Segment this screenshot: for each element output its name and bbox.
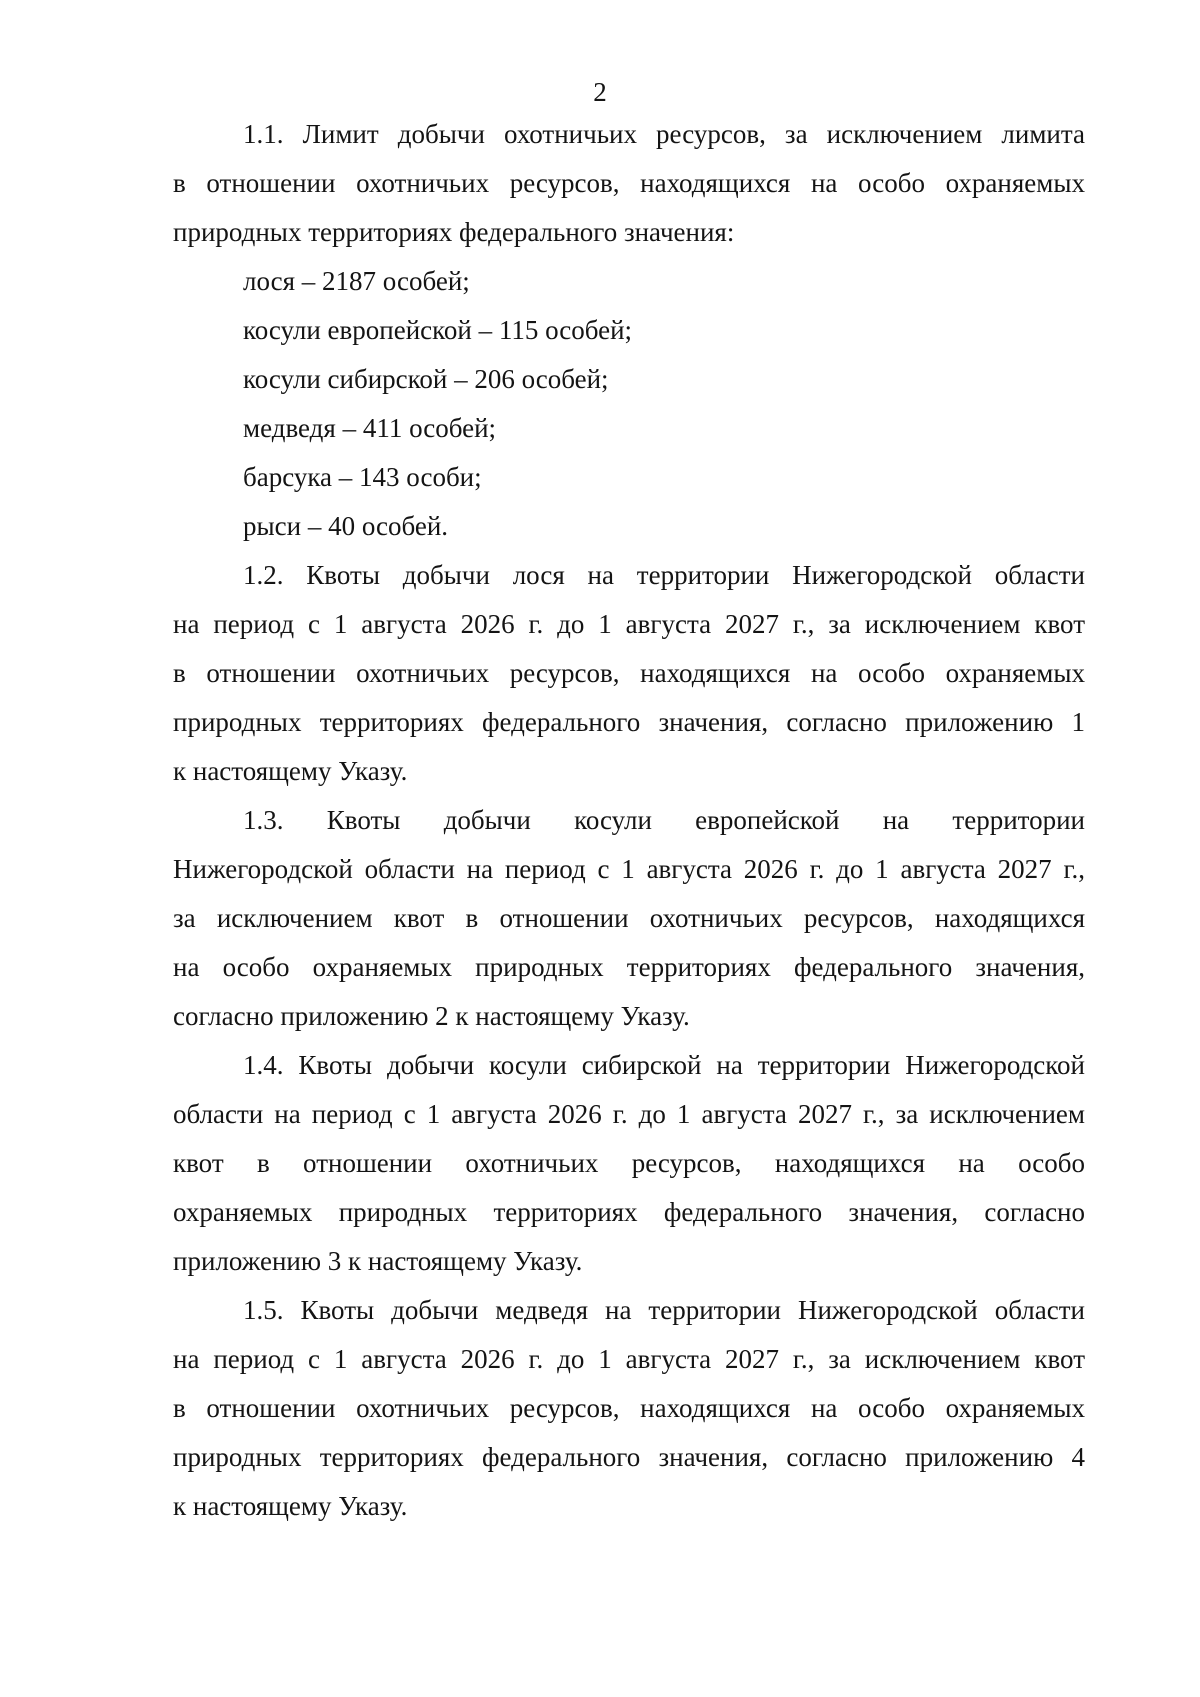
paragraph-line	[173, 551, 1085, 600]
paragraph-line: в отношении охотничьих ресурсов, находящихся на особо охраняемых	[173, 168, 1085, 198]
paragraph-1-3	[173, 796, 1085, 1041]
paragraph-text: 1.1. Лимит добычи охотничьих ресурсов, за исключением лимита	[243, 119, 1085, 149]
paragraph-line	[173, 1041, 1085, 1090]
paragraph-line: в отношении охотничьих ресурсов, находящихся на особо охраняемых	[173, 658, 1085, 688]
paragraph-line	[173, 796, 1085, 845]
limit-item-european-roe-deer: косули европейской – 115 особей;	[243, 315, 633, 345]
paragraph-line	[173, 1286, 1085, 1335]
paragraph-line: природных территориях федерального значения, согласно приложению 1	[173, 707, 1085, 737]
paragraph-line: охраняемых природных территориях федерального значения, согласно	[173, 1197, 1085, 1227]
limit-item-lynx: рыси – 40 особей.	[243, 511, 449, 541]
limits-list	[173, 257, 1085, 551]
paragraph-line: к настоящему Указу.	[173, 756, 408, 786]
paragraph-line: на период с 1 августа 2026 г. до 1 августа 2027 г., за исключением квот	[173, 1344, 1085, 1374]
paragraph-1-5	[173, 1286, 1085, 1531]
paragraph-line: к настоящему Указу.	[173, 1491, 408, 1521]
paragraph-line: на период с 1 августа 2026 г. до 1 августа 2027 г., за исключением квот	[173, 609, 1085, 639]
paragraph-text: 1.4. Квоты добычи косули сибирской на территории Нижегородской	[243, 1050, 1085, 1080]
paragraph-1-1	[173, 110, 1085, 257]
limit-item-siberian-roe-deer: косули сибирской – 206 особей;	[243, 364, 609, 394]
paragraph-1-4	[173, 1041, 1085, 1286]
paragraph-line: согласно приложению 2 к настоящему Указу.	[173, 1001, 690, 1031]
limit-item-moose: лося – 2187 особей;	[243, 266, 470, 296]
paragraph-line: приложению 3 к настоящему Указу.	[173, 1246, 583, 1276]
paragraph-line: Нижегородской области на период с 1 августа 2026 г. до 1 августа 2027 г.,	[173, 854, 1085, 884]
paragraph-line: на особо охраняемых природных территориях федерального значения,	[173, 952, 1085, 982]
paragraph-1-2	[173, 551, 1085, 796]
paragraph-line: квот в отношении охотничьих ресурсов, находящихся на особо	[173, 1148, 1085, 1178]
paragraph-line: области на период с 1 августа 2026 г. до 1 августа 2027 г., за исключением	[173, 1099, 1085, 1129]
limit-item-bear: медведя – 411 особей;	[243, 413, 497, 443]
limit-item-badger: барсука – 143 особи;	[243, 462, 482, 492]
paragraph-text: 1.2. Квоты добычи лося на территории Нижегородской области	[243, 560, 1085, 590]
paragraph-line: в отношении охотничьих ресурсов, находящихся на особо охраняемых	[173, 1393, 1085, 1423]
paragraph-line: за исключением квот в отношении охотничьих ресурсов, находящихся	[173, 903, 1085, 933]
page-number: 2	[593, 77, 607, 107]
paragraph-line	[173, 110, 1085, 159]
document-body	[173, 110, 1085, 1531]
paragraph-text: 1.3. Квоты добычи косули европейской на территории	[243, 805, 1085, 835]
paragraph-line: природных территориях федерального значения, согласно приложению 4	[173, 1442, 1085, 1472]
paragraph-line: природных территориях федерального значения:	[173, 217, 735, 247]
paragraph-text: 1.5. Квоты добычи медведя на территории Нижегородской области	[243, 1295, 1085, 1325]
